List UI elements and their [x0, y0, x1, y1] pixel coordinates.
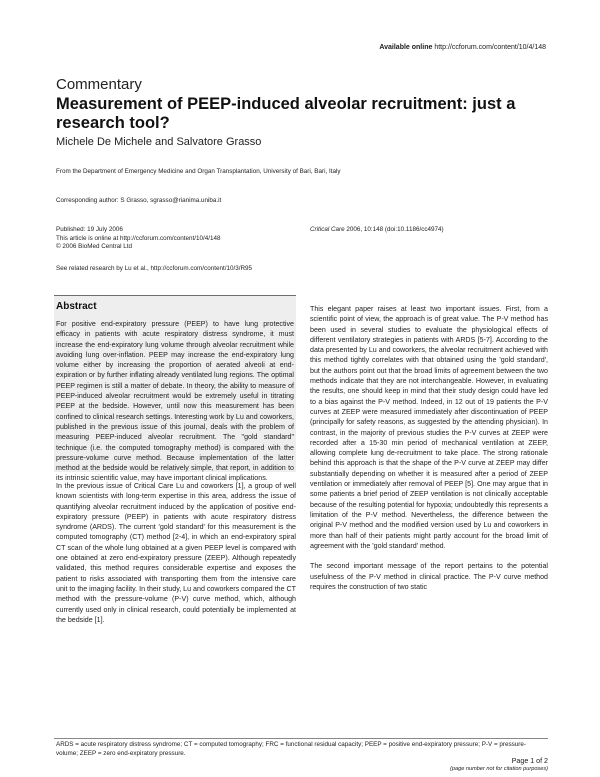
page-number: Page 1 of 2	[511, 757, 548, 765]
affiliation: From the Department of Emergency Medicine and Organ Transplantation, University of Bari, Bari, Italy	[56, 168, 341, 175]
journal-name: Critical Care	[310, 226, 345, 233]
abbreviation-footnote: ARDS = acute respiratory distress syndrome; CT = computed tomography; FRC = functional residual capacity; PEEP = positive end-expiratory pressure; P-V = pressure-volume; ZEEP = zero end-expiratory pressure.	[56, 741, 526, 757]
page-number-note: (page number not for citation purposes)	[450, 766, 548, 772]
article-type: Commentary	[56, 76, 142, 93]
footnote-divider	[54, 738, 548, 739]
article-url[interactable]: http://ccforum.com/content/10/4/148	[434, 44, 546, 51]
published-date: Published: 19 July 2006	[56, 226, 123, 233]
citation	[310, 226, 444, 235]
right-column	[310, 304, 548, 603]
citation-details: 2006, 10:148 (doi:10.1186/cc4974)	[344, 226, 444, 233]
related-research: See related research by Lu et al., http://ccforum.com/content/10/3/R95	[56, 265, 253, 272]
publication-info	[56, 226, 221, 252]
copyright: © 2006 BioMed Central Ltd	[56, 243, 133, 251]
body-paragraph-right-1: This elegant paper raises at least two important issues. First, from a scientific point of view, the approach is of great value. The P-V method has been used in several studies to evaluate the physiological effects of different ventilatory strategies in patients with ARDS [5-7]. According to the data presented by Lu and coworkers, the alveolar recruitment achieved with this method tightly correlates with that obtained using the 'gold standard', but the authors point out that the broad limits of agreement between the two methods indicate that they are not interchangeable. However, in evaluating the results, one should keep in mind that their study design could have led to a bias against the P-V method. Indeed, in 12 out of 19 patients the P-V curves at ZEEP were measured immediately after discontinuation of PEEP (principally for safety reasons, as suggested by the attending physician). In contrast, in the majority of previous studies the P-V curves at ZEEP were recorded after a 15-30 min period of mechanical ventilation at ZEEP, allowing complete lung de-recruitment to take place. The strong rationale behind this approach is that the shape of the P-V curve at ZEEP may differ substantially depending on whether it is measured after a period of ZEEP ventilation or immediately after removal of PEEP [5]. One may argue that in some patients a brief period of ZEEP ventilation is not clinically acceptable because of the resulting potential for hypoxia; undoubtedly this represents a limitation of the P-V method. Nevertheless, the difference between the original P-V method and the modified version used by Lu and coworkers in more than half of their patients might partly account for the broad limit of agreement with the 'gold standard' method.	[310, 305, 548, 550]
body-paragraph-right-2: The second important message of the report pertains to the potential usefulness of the P-V method in clinical practice. The P-V curve method requires the construction of two static	[310, 562, 548, 592]
available-label: Available online	[379, 44, 433, 51]
author-list: Michele De Michele and Salvatore Grasso	[56, 136, 262, 148]
availability-line	[379, 44, 546, 51]
abstract-text: For positive end-expiratory pressure (PEEP) to have lung protective efficacy in patients with acute respiratory distress syndrome, it must increase the end-expiratory lung volume through alveolar recruitment while avoiding lung over-inflation. PEEP may increase the end-expiratory lung volume either by increasing the proportion of aerated alveoli at end-expiration or by further inflating already ventilated lung regions. The optimal PEEP regimen is still a matter of debate. In theory, the ability to measure of PEEP-induced alveolar recruitment would be extremely useful in titrating PEEP at the bedside. However, until now this measurement has been confined to clinical research settings. Interesting work by Lu and coworkers, published in the previous issue of this journal, deals with the problem of measuring PEEP-induced alveolar recruitment. The "gold standard" technique (i.e. the computed tomography method) is compared with the pressure-volume curve method. Because implementation of the latter method at the bedside would be relatively simple, that report, in addition to its intrinsic scientific value, may have important clinical implications.	[56, 320, 294, 483]
article-title: Measurement of PEEP-induced alveolar recruitment: just a research tool?	[56, 95, 516, 132]
corresponding-author: Corresponding author: S Grasso, sgrasso@rianima.uniba.it	[56, 197, 222, 204]
online-location: This article is online at http://ccforum.com/content/10/4/148	[56, 234, 221, 242]
body-paragraph-left: In the previous issue of Critical Care Lu and coworkers [1], a group of well known scientists with long-term expertise in this area, address the issue of quantifying alveolar recruitment induced by the application of positive end-expiratory pressure (PEEP) in patients with acute respiratory distress syndrome (ARDS). The current 'gold standard' for this measurement is the computed tomography (CT) method [2-4], in which an end-expiratory spiral CT scan of the whole lung obtained at a given PEEP level is compared with one obtained at zero end-expiratory pressure (ZEEP). Although repeatedly validated, this method requires considerable expertise and exposes the patient to risks associated with transporting them from the intensive care unit to the imaging facility. In their study, Lu and coworkers compared the CT method with the pressure-volume (P-V) curve method, which, although currently used only in clinical research, could potentially be implemented at the bedside [1].	[56, 482, 296, 624]
abstract-heading: Abstract	[56, 301, 97, 312]
